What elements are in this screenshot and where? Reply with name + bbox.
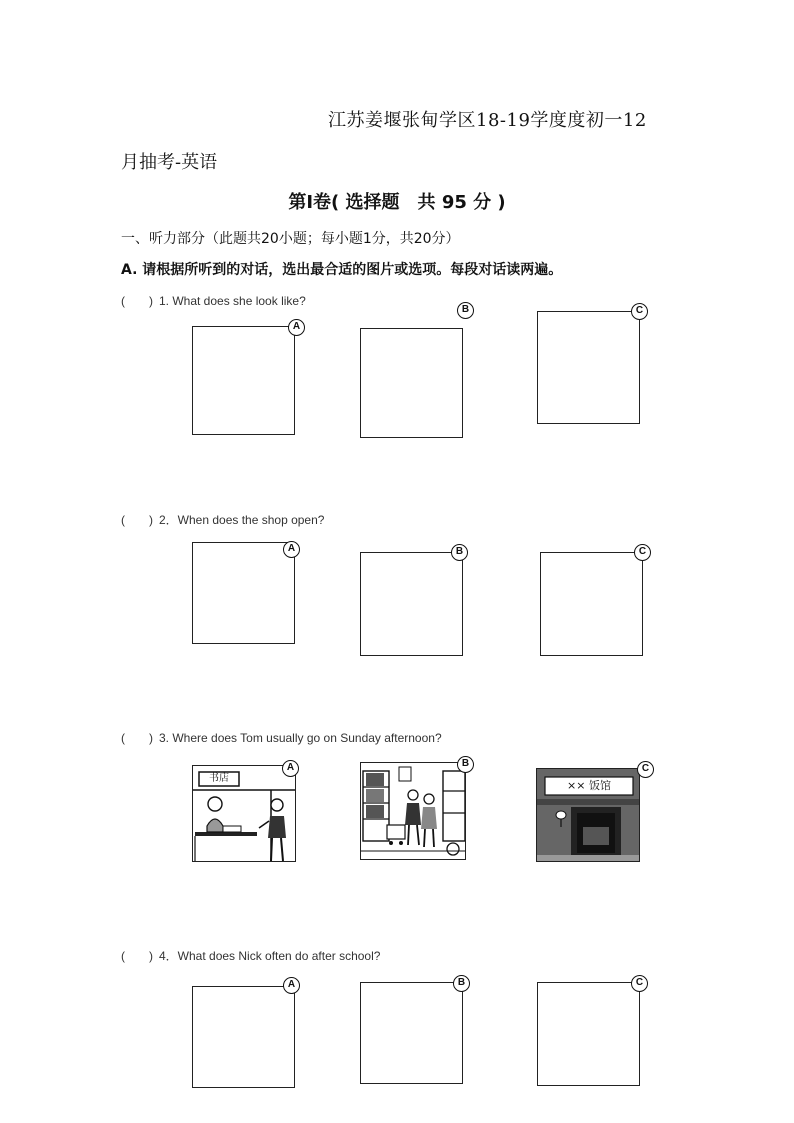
supermarket-illustration xyxy=(361,763,466,860)
question-1 xyxy=(121,292,306,309)
q1-option-b-picture[interactable] xyxy=(360,328,463,438)
option-a-badge: A xyxy=(288,319,305,336)
q1-option-c-picture[interactable] xyxy=(537,311,640,424)
option-b-badge: B xyxy=(457,302,474,319)
question-3 xyxy=(121,729,442,746)
document-title-line1: 江苏姜堰张甸学区18-19学度度初一12 xyxy=(328,110,647,131)
listening-instruction: A. 请根据所听到的对话，选出最合适的图片或选项。每段对话读两遍。 xyxy=(121,262,563,278)
question-text: 2．When does the shop open? xyxy=(159,513,325,527)
listening-part-title: 一、听力部分（此题共20小题；每小题1分，共20分） xyxy=(121,231,460,247)
answer-blank[interactable]: ( ) xyxy=(121,294,153,308)
question-text: 3. Where does Tom usually go on Sunday afternoon? xyxy=(159,731,442,745)
q3-option-a-bookshop-picture[interactable] xyxy=(192,765,296,862)
answer-blank[interactable]: ( ) xyxy=(121,949,153,963)
q4-option-b-picture[interactable] xyxy=(360,982,463,1084)
option-b-badge: B xyxy=(457,756,474,773)
document-title-line2: 月抽考-英语 xyxy=(121,152,218,173)
q1-option-a-picture[interactable] xyxy=(192,326,295,435)
q2-option-c-picture[interactable] xyxy=(540,552,643,656)
question-4 xyxy=(121,947,380,964)
option-b-badge: B xyxy=(451,544,468,561)
answer-blank[interactable]: ( ) xyxy=(121,731,153,745)
q3-option-c-restaurant-picture[interactable] xyxy=(536,768,640,862)
option-a-badge: A xyxy=(283,541,300,558)
option-c-badge: C xyxy=(637,761,654,778)
question-2 xyxy=(121,511,324,528)
answer-blank[interactable]: ( ) xyxy=(121,513,153,527)
question-text: 1. What does she look like? xyxy=(159,294,306,308)
option-c-badge: C xyxy=(631,303,648,320)
q4-option-a-picture[interactable] xyxy=(192,986,295,1088)
restaurant-sign-text: ×× 饭馆 xyxy=(567,779,611,792)
q2-option-b-picture[interactable] xyxy=(360,552,463,656)
q2-option-a-picture[interactable] xyxy=(192,542,295,644)
section-title: 第Ⅰ卷( 选择题 共 95 分 ) xyxy=(288,192,506,213)
option-c-badge: C xyxy=(634,544,651,561)
bookshop-sign-text: 书店 xyxy=(209,773,229,784)
option-a-badge: A xyxy=(283,977,300,994)
q3-option-b-supermarket-picture[interactable] xyxy=(360,762,466,860)
q4-option-c-picture[interactable] xyxy=(537,982,640,1086)
question-text: 4．What does Nick often do after school? xyxy=(159,949,381,963)
option-a-badge: A xyxy=(282,760,299,777)
option-b-badge: B xyxy=(453,975,470,992)
option-c-badge: C xyxy=(631,975,648,992)
